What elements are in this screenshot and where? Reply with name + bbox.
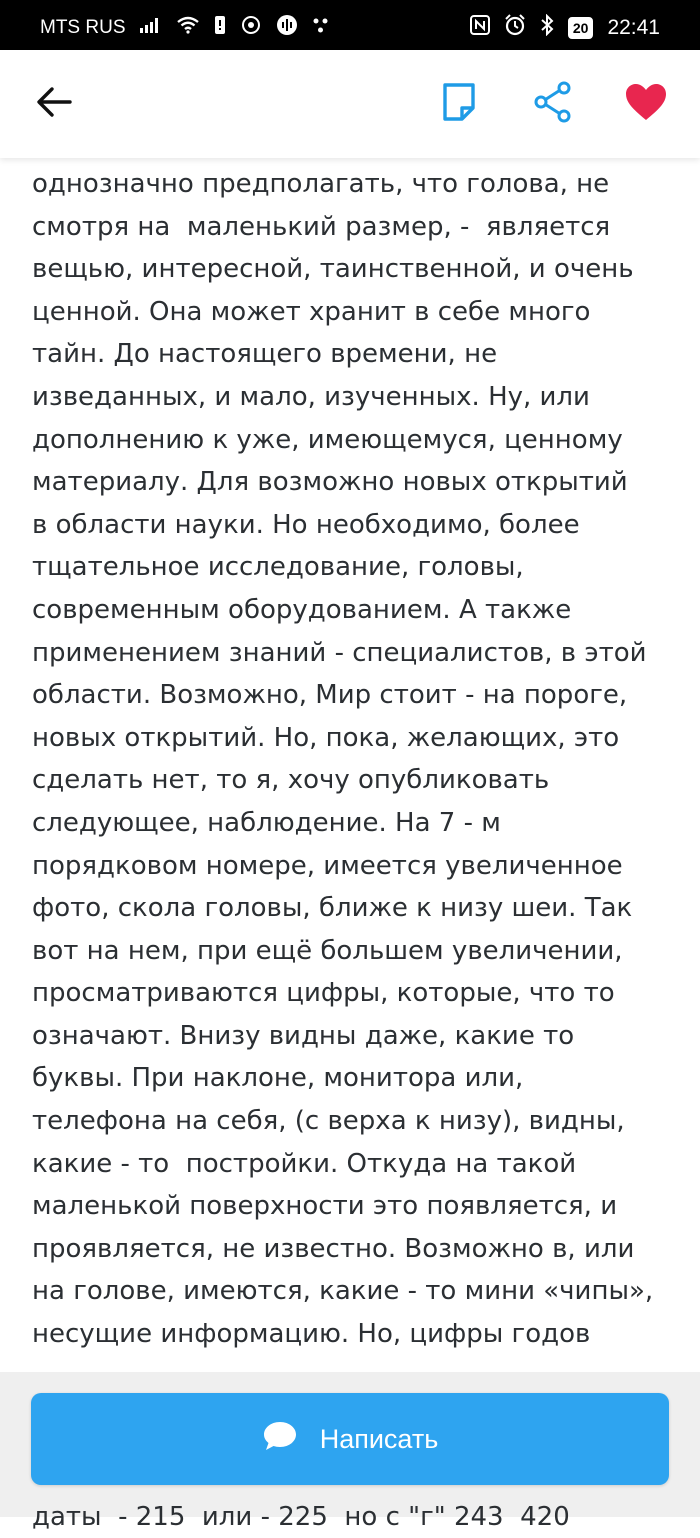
share-icon (533, 81, 573, 127)
article-line: просматриваются цифры, которые, что то (32, 978, 615, 1009)
favorite-button[interactable] (620, 78, 672, 130)
article-line: какие - то постройки. Откуда на такой (32, 1148, 577, 1179)
nfc-icon (470, 15, 490, 41)
back-button[interactable] (28, 78, 80, 130)
sim-icon (214, 15, 226, 41)
article-line: современным оборудованием. А также (32, 594, 572, 625)
carrier-label: MTS RUS (40, 17, 126, 38)
article-body (32, 163, 672, 1356)
article-peek-line: даты - 215 или - 225 но с "г" 243 420 (32, 1502, 570, 1532)
share-button[interactable] (527, 78, 579, 130)
article-line: фото, скола головы, ближе к низу шеи. Так (32, 893, 633, 924)
article-line: следующее, наблюдение. На 7 - м (32, 807, 501, 838)
article-line: тщательное исследование, головы, (32, 552, 524, 583)
article-line: маленькой поверхности это появляется, и (32, 1191, 618, 1222)
battery-icon: 20 (568, 17, 594, 39)
article-line: проявляется, не известно. Возможно в, или (32, 1233, 635, 1264)
article-line: означают. Внизу видны даже, какие то (32, 1020, 575, 1051)
bookmark-button[interactable] (433, 78, 485, 130)
write-comment-label: Написать (319, 1423, 439, 1454)
article-line: области. Возможно, Мир стоит - на пороге, (32, 680, 628, 711)
hotspot-icon (240, 14, 262, 42)
article-line: новых открытий. Но, пока, желающих, это (32, 722, 620, 753)
dots-icon (312, 16, 330, 40)
arrow-left-icon (36, 86, 72, 122)
app-bar (0, 50, 700, 158)
write-comment-button[interactable] (31, 1393, 669, 1485)
bookmark-icon (442, 82, 476, 126)
article-line: вещью, интересной, таинственной, и очень (32, 254, 634, 285)
article-line: применением знаний - специалистов, в этой (32, 637, 647, 668)
article-line: несущие информацию. Но, цифры годов (32, 1319, 591, 1350)
signal-icon (140, 17, 162, 39)
article-line: телефона на себя, (с верха к низу), видны, (32, 1106, 625, 1137)
wifi-icon (176, 16, 200, 40)
article-line: на голове, имеются, какие - то мини «чипы», (32, 1276, 654, 1307)
article-line: дополнению к уже, имеющемуся, ценному (32, 424, 623, 455)
heart-icon (624, 82, 668, 126)
audio-icon (276, 14, 298, 42)
alarm-icon (504, 14, 526, 42)
bluetooth-icon (540, 14, 554, 42)
article-line: буквы. При наклоне, монитора или, (32, 1063, 524, 1094)
article-line: ценной. Она может хранит в себе много (32, 296, 591, 327)
chat-bubble-icon (262, 1420, 298, 1459)
article-line: сделать нет, то я, хочу опубликовать (32, 765, 550, 796)
article-line: в области науки. Но необходимо, более (32, 509, 580, 540)
article-line: материалу. Для возможно новых открытий (32, 467, 628, 498)
article-line: вот на нем, при ещё большем увеличении, (32, 935, 623, 966)
article-line: тайн. До настоящего времени, не (32, 339, 498, 370)
article-line: изведанных, и мало, изученных. Ну, или (32, 381, 590, 412)
clock: 22:41 (607, 16, 660, 39)
article-line: смотря на маленький размер, - является (32, 211, 611, 242)
article-line: однозначно предполагать, что голова, не (32, 169, 610, 199)
status-bar (0, 0, 700, 50)
article-line: порядковом номере, имеется увеличенное (32, 850, 623, 881)
